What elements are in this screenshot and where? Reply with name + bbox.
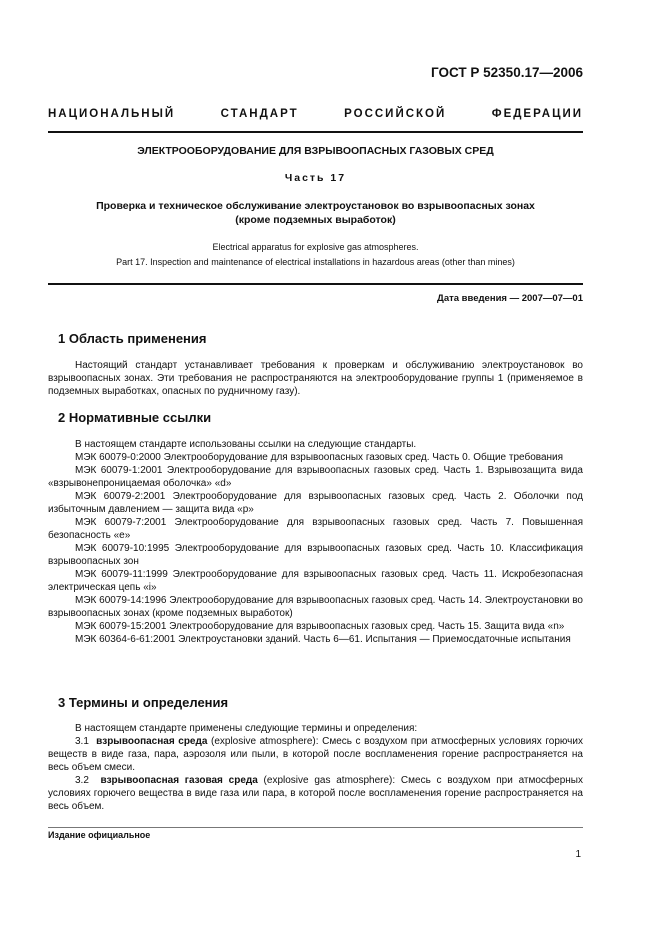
reference-item: МЭК 60079-1:2001 Электрооборудование для взрывоопасных газовых сред. Часть 1. Взрывозащита вида «взрывонепроницаемая оболочка» «d» — [48, 465, 583, 489]
term-number: 3.2 — [75, 775, 89, 786]
section-2-body — [48, 438, 583, 646]
reference-item: МЭК 60079-10:1995 Электрооборудование для взрывоопасных газовых сред. Часть 10. Классификация взрывоопасных зон — [48, 543, 583, 567]
reference-item: МЭК 60079-2:2001 Электрооборудование для взрывоопасных газовых сред. Часть 2. Оболочки под избыточным давлением — защита вида «р» — [48, 491, 583, 515]
english-title-line-1: Electrical apparatus for explosive gas atmospheres. — [212, 242, 419, 252]
page-number: 1 — [575, 849, 581, 860]
effective-date: Дата введения — 2007—07—01 — [437, 293, 583, 304]
subtitle — [48, 199, 583, 227]
section-1-heading: 1 Область применения — [58, 331, 207, 346]
publication-note: Издание официальное — [48, 830, 151, 840]
english-title — [48, 240, 583, 269]
term-name: взрывоопасная газовая среда — [100, 775, 258, 786]
section-3-heading: 3 Термины и определения — [58, 695, 229, 710]
reference-item: МЭК 60079-14:1996 Электрооборудование для взрывоопасных газовых сред. Часть 14. Электроустановки во взрывоопасных зонах (кроме подземных выработок) — [48, 595, 583, 619]
part-label: Часть 17 — [284, 172, 347, 184]
national-standard-banner: НАЦИОНАЛЬНЫЙ СТАНДАРТ РОССИЙСКОЙ ФЕДЕРАЦИИ — [48, 108, 583, 120]
term-number: 3.1 — [75, 736, 89, 747]
subtitle-line-1: Проверка и техническое обслуживание электроустановок во взрывоопасных зонах — [96, 200, 535, 212]
term-definition — [48, 735, 583, 774]
standard-code: ГОСТ Р 52350.17—2006 — [431, 65, 583, 80]
reference-item: МЭК 60079-0:2000 Электрооборудование для взрывоопасных газовых сред. Часть 0. Общие требования — [75, 452, 564, 463]
top-divider — [48, 131, 583, 133]
subtitle-line-2: (кроме подземных выработок) — [235, 214, 396, 226]
title-divider — [48, 283, 583, 285]
term-text: (explosive atmosphere): Смесь с воздухом при атмосферных условиях горючих веществ в виде газа, пара, аэрозоля или пыли, в которой после воспламенения горение распространяется на весь объем смеси. — [48, 736, 583, 773]
section-3-body — [48, 722, 583, 813]
term-name: взрывоопасная среда — [96, 736, 208, 747]
footer-divider — [48, 827, 583, 828]
reference-item: МЭК 60079-15:2001 Электрооборудование для взрывоопасных газовых сред. Часть 15. Защита вида «n» — [75, 621, 565, 632]
term-definition — [48, 774, 583, 813]
reference-item: МЭК 60364-6-61:2001 Электроустановки зданий. Часть 6—61. Испытания — Приемосдаточные испытания — [75, 634, 571, 645]
reference-item: МЭК 60079-11:1999 Электрооборудование для взрывоопасных газовых сред. Часть 11. Искробезопасная электрическая цепь «i» — [48, 569, 583, 593]
english-title-line-2: Part 17. Inspection and maintenance of electrical installations in hazardous areas (other than mines) — [116, 256, 515, 267]
section-3-intro: В настоящем стандарте применены следующие термины и определения: — [75, 723, 418, 734]
section-2-intro: В настоящем стандарте использованы ссылки на следующие стандарты. — [75, 439, 417, 450]
section-2-heading: 2 Нормативные ссылки — [58, 410, 212, 425]
section-1-text: Настоящий стандарт устанавливает требования к проверкам и обслуживанию электроустановок во взрывоопасных зонах. Эти требования не распространяются на электрооборудование группы 1 (применяемое в подземных выработках, опасных по рудничному газу). — [48, 360, 583, 397]
term-text: (explosive gas atmosphere): Смесь с воздухом при атмосферных условиях горючего вещества в виде газа или пара, в которой после воспламенения горение распространяется на весь объем. — [48, 775, 583, 812]
document-title: ЭЛЕКТРООБОРУДОВАНИЕ ДЛЯ ВЗРЫВООПАСНЫХ ГАЗОВЫХ СРЕД — [137, 145, 494, 157]
reference-item: МЭК 60079-7:2001 Электрооборудование для взрывоопасных газовых сред. Часть 7. Повышенная безопасность «е» — [48, 517, 583, 541]
